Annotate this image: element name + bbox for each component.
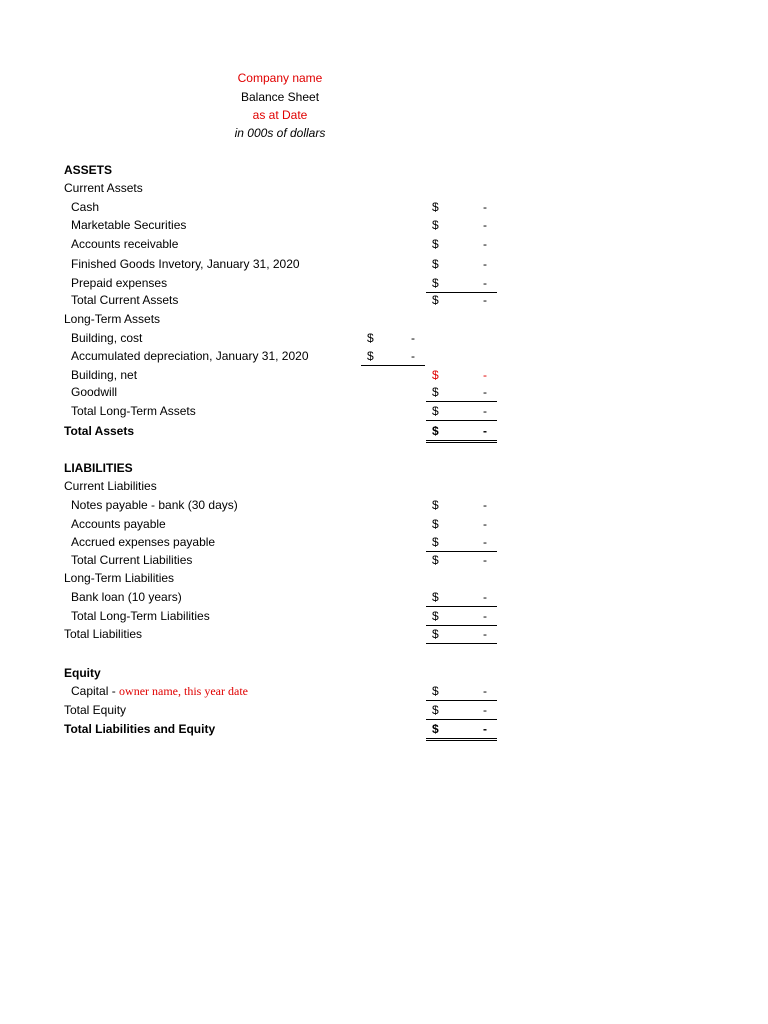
label-total-longterm-liabilities: Total Long-Term Liabilities <box>71 609 210 623</box>
currency-symbol: $ <box>432 590 439 604</box>
label-payable: Accounts payable <box>71 517 166 531</box>
value-payable <box>426 515 497 533</box>
current-assets-heading: Current Assets <box>64 181 143 195</box>
label-building-net: Building, net <box>71 368 138 382</box>
label-total-current-liabilities: Total Current Liabilities <box>71 553 193 567</box>
label-total-liabilities-equity: Total Liabilities and Equity <box>64 722 216 736</box>
currency-symbol: $ <box>367 349 374 363</box>
label-total-longterm-assets: Total Long-Term Assets <box>71 404 196 418</box>
longterm-assets-heading-row <box>0 310 768 328</box>
value-total-longterm-assets <box>426 402 497 421</box>
label-prepaid: Prepaid expenses <box>71 276 168 290</box>
amount: - <box>483 498 487 512</box>
label-receivable: Accounts receivable <box>71 237 179 251</box>
row-total-current-assets <box>0 291 768 309</box>
value-building-net <box>426 366 497 384</box>
capital-note: owner name, this year date <box>119 684 248 698</box>
row-total-liabilities <box>0 625 768 643</box>
amount: - <box>483 553 487 567</box>
amount: - <box>483 368 487 382</box>
amount: - <box>483 424 487 438</box>
currency-symbol: $ <box>432 218 439 232</box>
assets-heading-row <box>0 161 768 179</box>
label-accum-dep: Accumulated depreciation, January 31, 2020 <box>71 349 309 363</box>
row-marketable <box>0 216 768 234</box>
currency-symbol: $ <box>432 535 439 549</box>
row-total-current-liabilities <box>0 551 768 569</box>
currency-symbol: $ <box>432 517 439 531</box>
currency-symbol: $ <box>432 722 439 736</box>
amount: - <box>483 627 487 641</box>
label-notes: Notes payable - bank (30 days) <box>71 498 238 512</box>
value-receivable <box>426 235 497 253</box>
currency-symbol: $ <box>432 200 439 214</box>
liabilities-heading: LIABILITIES <box>64 461 133 475</box>
label-building-cost: Building, cost <box>71 331 143 345</box>
label-total-liabilities: Total Liabilities <box>64 627 143 641</box>
label-accrued: Accrued expenses payable <box>71 535 216 549</box>
row-payable <box>0 515 768 533</box>
label-bank-loan: Bank loan (10 years) <box>71 590 182 604</box>
row-cash <box>0 198 768 216</box>
amount: - <box>483 276 487 290</box>
value-total-current-liabilities <box>426 551 497 569</box>
currency-symbol: $ <box>432 684 439 698</box>
label-inventory: Finished Goods Invetory, January 31, 2020 <box>71 257 300 271</box>
amount: - <box>483 684 487 698</box>
currency-symbol: $ <box>432 385 439 399</box>
value-capital <box>426 682 497 701</box>
capital-prefix: Capital - <box>71 684 120 698</box>
row-building-net <box>0 366 768 384</box>
currency-symbol: $ <box>432 368 439 382</box>
sheet-units: in 000s of dollars <box>234 126 326 140</box>
row-capital <box>0 682 768 700</box>
value-goodwill <box>426 383 497 402</box>
amount: - <box>483 293 487 307</box>
value-bank-loan <box>426 588 497 607</box>
label-total-current-assets: Total Current Assets <box>71 293 179 307</box>
value-accum-dep <box>361 347 425 366</box>
row-building-cost <box>0 329 768 347</box>
current-liabilities-heading: Current Liabilities <box>64 479 157 493</box>
currency-symbol: $ <box>432 553 439 567</box>
assets-heading: ASSETS <box>64 163 113 177</box>
currency-symbol: $ <box>432 609 439 623</box>
row-notes <box>0 496 768 514</box>
value-total-assets <box>426 422 497 443</box>
row-total-longterm-liabilities <box>0 607 768 625</box>
row-total-longterm-assets <box>0 402 768 420</box>
row-goodwill <box>0 383 768 401</box>
amount: - <box>483 609 487 623</box>
value-building-cost <box>361 329 425 347</box>
amount: - <box>483 535 487 549</box>
amount: - <box>483 237 487 251</box>
amount: - <box>483 590 487 604</box>
amount: - <box>483 722 487 736</box>
value-total-longterm-liabilities <box>426 607 497 626</box>
sheet-date: as at Date <box>252 108 308 122</box>
value-marketable <box>426 216 497 234</box>
value-total-liabilities <box>426 625 497 644</box>
currency-symbol: $ <box>432 627 439 641</box>
currency-symbol: $ <box>432 498 439 512</box>
label-goodwill: Goodwill <box>71 385 118 399</box>
amount: - <box>411 331 415 345</box>
current-assets-heading-row <box>0 179 768 197</box>
currency-symbol: $ <box>432 424 439 438</box>
currency-symbol: $ <box>432 276 439 290</box>
row-inventory <box>0 255 768 273</box>
amount: - <box>411 349 415 363</box>
amount: - <box>483 404 487 418</box>
currency-symbol: $ <box>367 331 374 345</box>
value-total-current-assets <box>426 291 497 309</box>
currency-symbol: $ <box>432 237 439 251</box>
row-accum-dep <box>0 347 768 365</box>
sheet-title: Balance Sheet <box>240 90 320 104</box>
label-marketable: Marketable Securities <box>71 218 187 232</box>
value-total-equity <box>426 701 497 720</box>
amount: - <box>483 703 487 717</box>
amount: - <box>483 218 487 232</box>
value-total-liabilities-equity <box>426 720 497 741</box>
row-accrued <box>0 533 768 551</box>
row-bank-loan <box>0 588 768 606</box>
label-total-equity: Total Equity <box>64 703 127 717</box>
amount: - <box>483 257 487 271</box>
currency-symbol: $ <box>432 293 439 307</box>
value-inventory <box>426 255 497 273</box>
current-liabilities-heading-row <box>0 477 768 495</box>
amount: - <box>483 200 487 214</box>
currency-symbol: $ <box>432 257 439 271</box>
currency-symbol: $ <box>432 404 439 418</box>
value-accrued <box>426 533 497 552</box>
row-total-equity <box>0 701 768 719</box>
row-prepaid <box>0 274 768 292</box>
label-total-assets: Total Assets <box>64 424 135 438</box>
longterm-assets-heading: Long-Term Assets <box>64 312 161 326</box>
amount: - <box>483 385 487 399</box>
equity-heading: Equity <box>64 666 101 680</box>
label-cash: Cash <box>71 200 100 214</box>
amount: - <box>483 517 487 531</box>
liabilities-heading-row <box>0 459 768 477</box>
value-notes <box>426 496 497 514</box>
equity-heading-row <box>0 664 768 682</box>
currency-symbol: $ <box>432 703 439 717</box>
value-cash <box>426 198 497 216</box>
row-total-assets <box>0 422 768 440</box>
row-total-liabilities-equity <box>0 720 768 738</box>
company-name: Company name <box>237 71 323 85</box>
longterm-liabilities-heading: Long-Term Liabilities <box>64 571 175 585</box>
longterm-liabilities-heading-row <box>0 569 768 587</box>
label-capital <box>71 682 248 700</box>
row-receivable <box>0 235 768 253</box>
